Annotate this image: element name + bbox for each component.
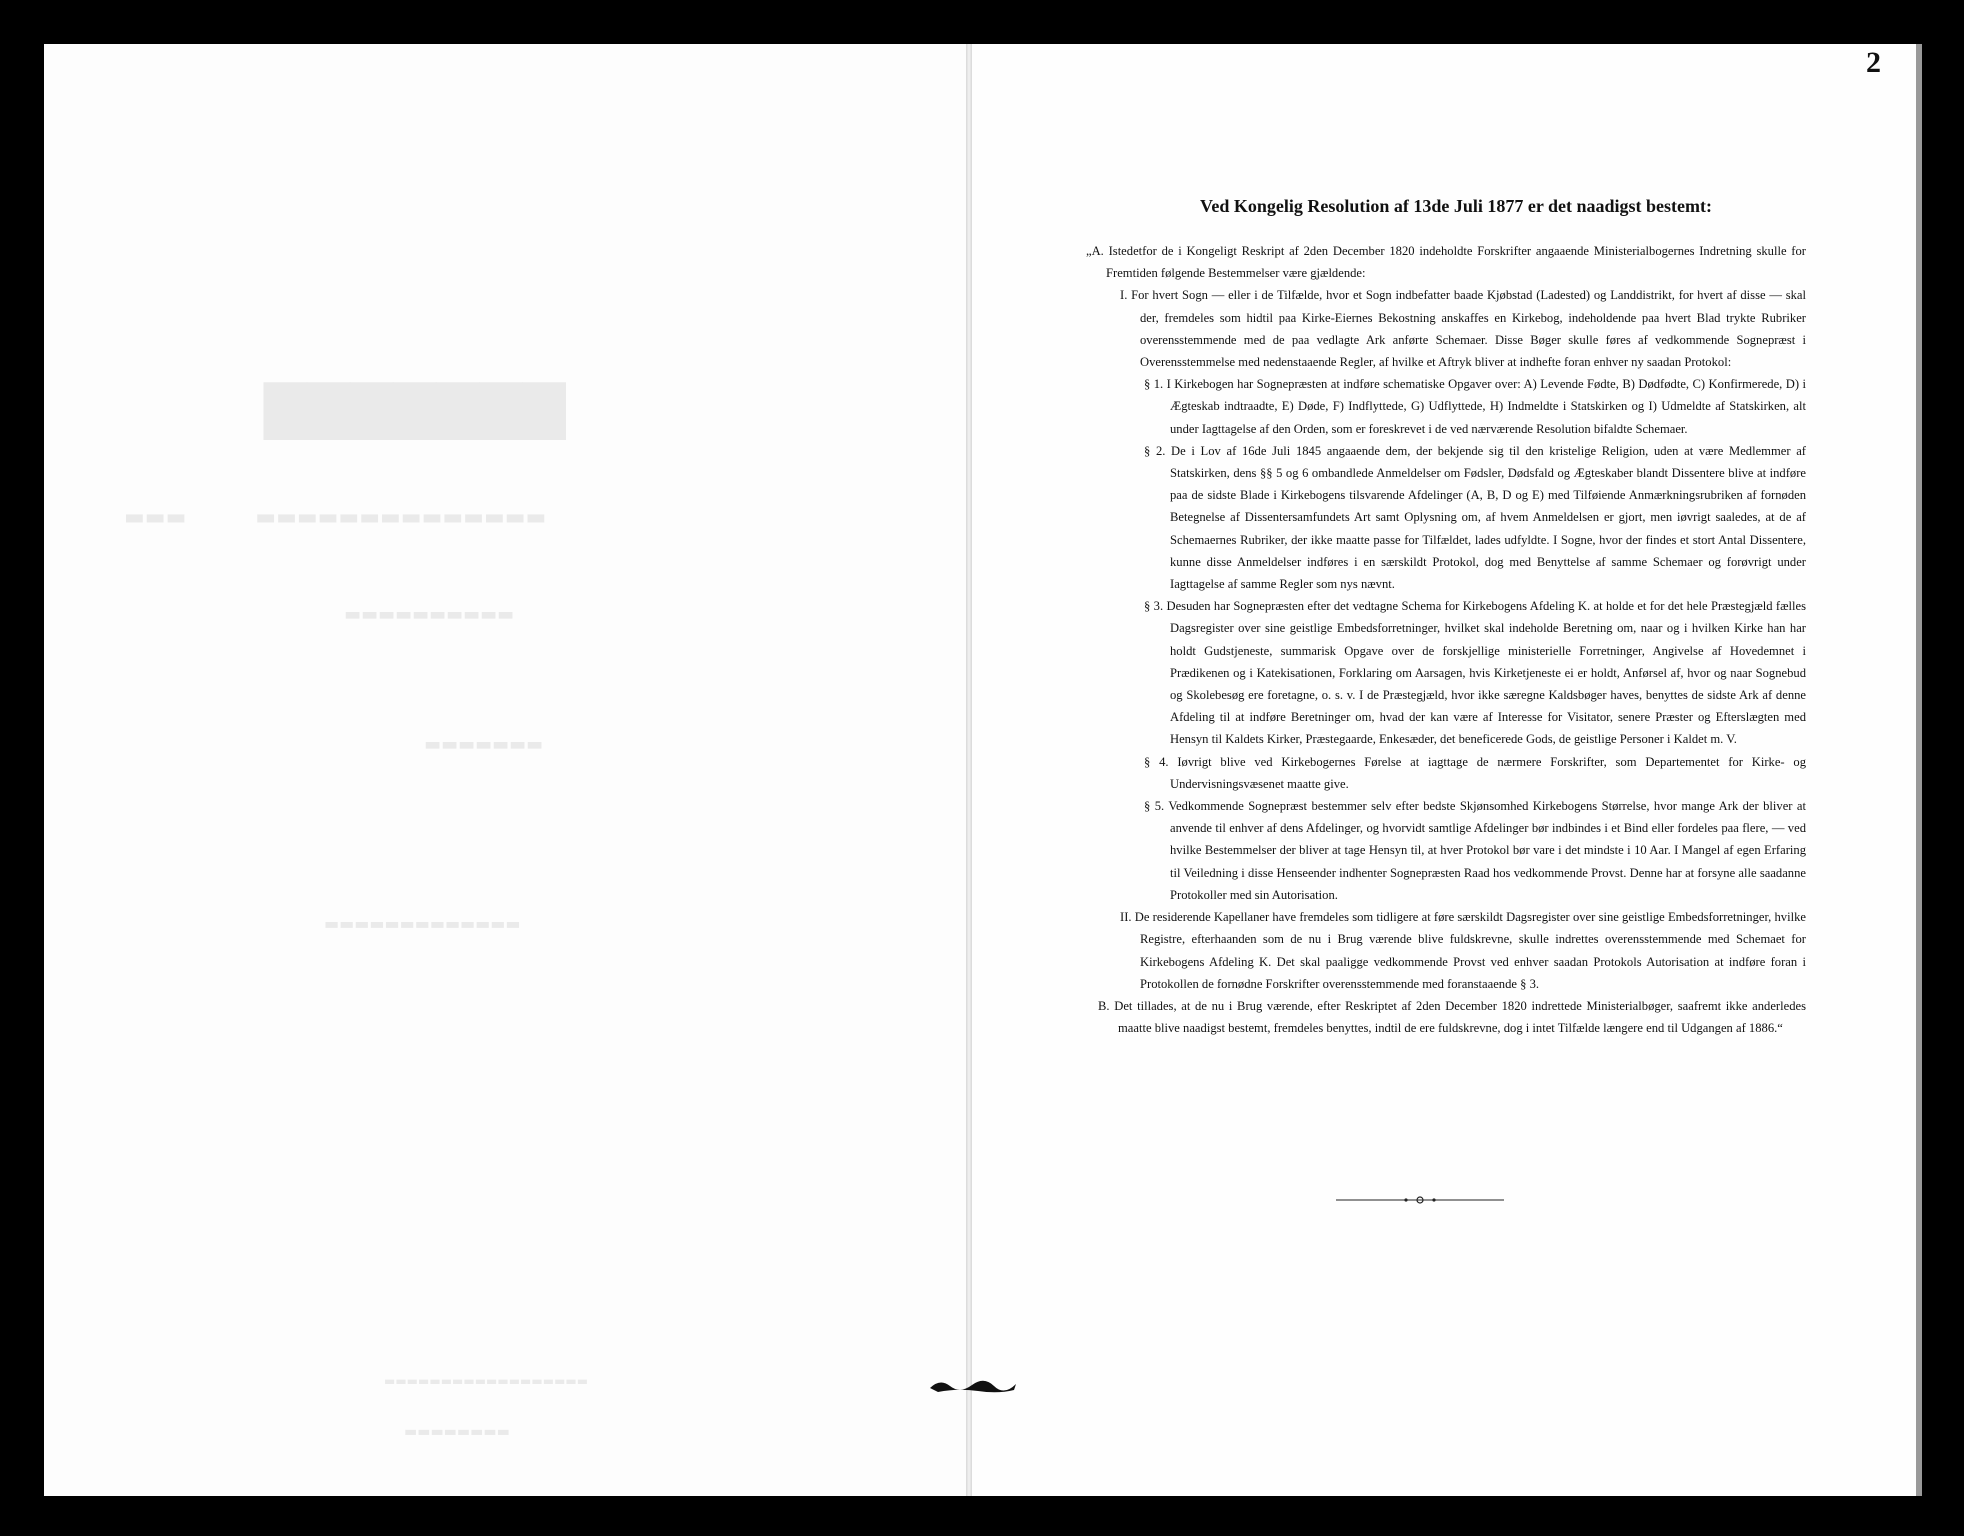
bleed-through-text: ▬▬▬▬▬▬▬▬▬▬▬▬▬ bbox=[324, 914, 521, 933]
left-page bbox=[44, 44, 969, 1496]
paragraph-2: § 2. De i Lov af 16de Juli 1845 angaaende dem, der bekjende sig til den kristelige Religion, uden at være Medlemmer af Statskirken, dens §§ 5 og 6 ombandlede Anmeldelser om Fødsler, Dødsfald og Ægteskaber blandt Dissentere blive at indføre paa de sidste Blade i Kirkebogens tilsvarende Afdelinger (A, B, D og E) med Tilføiende Anmærkningsrubriken af fornøden Betegnelse af Dissentersamfundets Art samt Oplysning om, af hvem Anmeldelsen er gjort, men iøvrigt saaledes, at de af Schemaernes Rubriker, der ikke maatte passe for Tilfældet, lades udfyldte. I Sogne, hvor der findes et stort Antal Dissentere, kunne disse Anmeldelser indføres i en særskildt Protokol, dog med Benyttelse af samme Schemaer og forøvrigt under Iagttagelse af samme Regler som nys nævnt. bbox=[1144, 443, 1806, 592]
section-b: B. Det tillades, at de nu i Brug værende, efter Reskriptet af 2den December 1820 indrettede Ministerialbøger, saafremt ikke anderledes maatte blive naadigst bestemt, fremdeles benyttes, indtil de ere fuldskrevne, dog i intet Tilfælde længere end til Udgangen af 1886.“ bbox=[1098, 998, 1806, 1036]
page-number: 2 bbox=[1866, 46, 1881, 79]
roman-section-1: I. For hvert Sogn — eller i de Tilfælde, hvor et Sogn indbefatter baade Kjøbstad (Ladested) og Landdistrikt, for hvert af disse — skal der, fremdeles som hidtil paa Kirke-Eiernes Bekostning anskaffes en Kirkebog, indeholdende paa hvert Blad trykte Rubriker overensstemmende med de paa vedlagte Ark anførte Schemaer. Disse Bøger skulle føres af vedkommende Sognepræst i Overensstemmelse med nedenstaaende Regler, af hvilke et Aftryk bliver at indhefte foran enhver ny saadan Protokol: bbox=[1120, 288, 1806, 370]
bleed-through-text: ▬▬▬▬▬▬▬▬▬▬ bbox=[344, 604, 515, 625]
paragraph-3: § 3. Desuden har Sognepræsten efter det vedtagne Schema for Kirkebogens Afdeling K. at holde et for det hele Præstegjæld fælles Dagsregister over sine geistlige Embedsforretninger, hvilket skal indeholde Beretning om, naar og i hvilken Kirke han har holdt Gudstjeneste, summarisk Opgave over de forskjellige ministerielle Forretninger, Angivelse af Hovedemnet i Prædikenen og i Katekisationen, Forklaring om Aarsagen, hvis Kirketjeneste ei er holdt, Anførsel af, hvor og naar Sognebud og Skolebesøg ere foretagne, o. s. v. I de Præstegjæld, hvor ikke særegne Kaldsbøger haves, benyttes de sidste Ark af denne Afdeling til at indføre Beretninger om, hvad der kan være af Interesse for Visitator, senere Præster og Efterslægten med Hensyn til Kaldets Kirker, Præstegaarde, Enkesæder, det beneficerede Gods, de geistlige Personer i Kaldet m. V. bbox=[1144, 599, 1806, 747]
section-a: „A. Istedetfor de i Kongeligt Reskript af 2den December 1820 indeholdte Forskrifter angaaende Ministerialbogernes Indretning skulle for Fremtiden følgende Bestemmelser være gjældende: bbox=[1086, 244, 1806, 281]
resolution-text bbox=[1086, 240, 1806, 1039]
bleed-through-text: ▬▬▬▬▬▬▬ bbox=[424, 734, 544, 755]
paragraph-5: § 5. Vedkommende Sognepræst bestemmer selv efter bedste Skjønsomhed Kirkebogens Størrelse, hvor mange Ark der bliver at anvende til enhver af dens Afdelinger, og hvorvidt samtlige Afdelinger bør indbindes i et Bind eller fordeles paa flere, — ved hvilke Bestemmelser der bliver at tage Hensyn til, at hver Protokol bør vare i det mindste i 10 Aar. I Mangel af egen Erfaring til Veiledning i disse Henseender indhenter Sognepræsten Raad hos vedkommende Provst. Denne har at forsyne alle saadanne Protokoller med sin Autorisation. bbox=[1144, 799, 1806, 902]
paragraph-1: § 1. I Kirkebogen har Sognepræsten at indføre schematiske Opgaver over: A) Levende Fødte, B) Dødfødte, C) Konfirmerede, D) i Ægteskab indtraadte, E) Døde, F) Indflyttede, G) Udflyttede, H) Indmeldte i Statskirken og I) Udmeldte af Statskirken, alt under Iagttagelse af den Orden, som er foreskrevet i de ved nærværende Resolution bifaldte Schemaer. bbox=[1144, 377, 1806, 436]
bleed-through-text: ▇▇▇▇▇▇▇ bbox=[264, 374, 566, 440]
paragraph-4: § 4. Iøvrigt blive ved Kirkebogernes Førelse at iagttage de nærmere Forskrifter, som Departementet for Kirke- og Undervisningsvæsenet maatte give. bbox=[1144, 754, 1806, 791]
bleed-through-text: ▬▬▬ ▬▬▬▬▬▬▬▬▬▬▬▬▬▬ bbox=[124, 504, 547, 530]
document-heading: Ved Kongelig Resolution af 13de Juli 1877 er det naadigst bestemt: bbox=[1200, 196, 1713, 216]
page-edge bbox=[1916, 44, 1922, 1496]
bleed-through-text: ▬▬▬▬▬▬▬▬▬▬▬▬▬▬▬▬▬▬ bbox=[384, 1374, 589, 1388]
bleed-through-text: ▬▬▬▬▬▬▬▬ bbox=[404, 1424, 510, 1440]
roman-section-2: II. De residerende Kapellaner have fremdeles som tidligere at føre særskildt Dagsregister over sine geistlige Embedsforretninger, hvilke Registre, efterhaanden som de nu i Brug værende blive fuldskrevne, skulle indrettes overensstemmende med Schemaet for Kirkebogens Afdeling K. Det skal paaligge vedkommende Provst ved enhver saadan Protokols Autorisation at indføre foran i Protokollen de fornødne Forskrifter overensstemmende med foranstaaende § 3. bbox=[1120, 910, 1806, 991]
ornament-divider bbox=[1336, 1196, 1504, 1204]
binding-stamp bbox=[928, 1376, 1018, 1394]
